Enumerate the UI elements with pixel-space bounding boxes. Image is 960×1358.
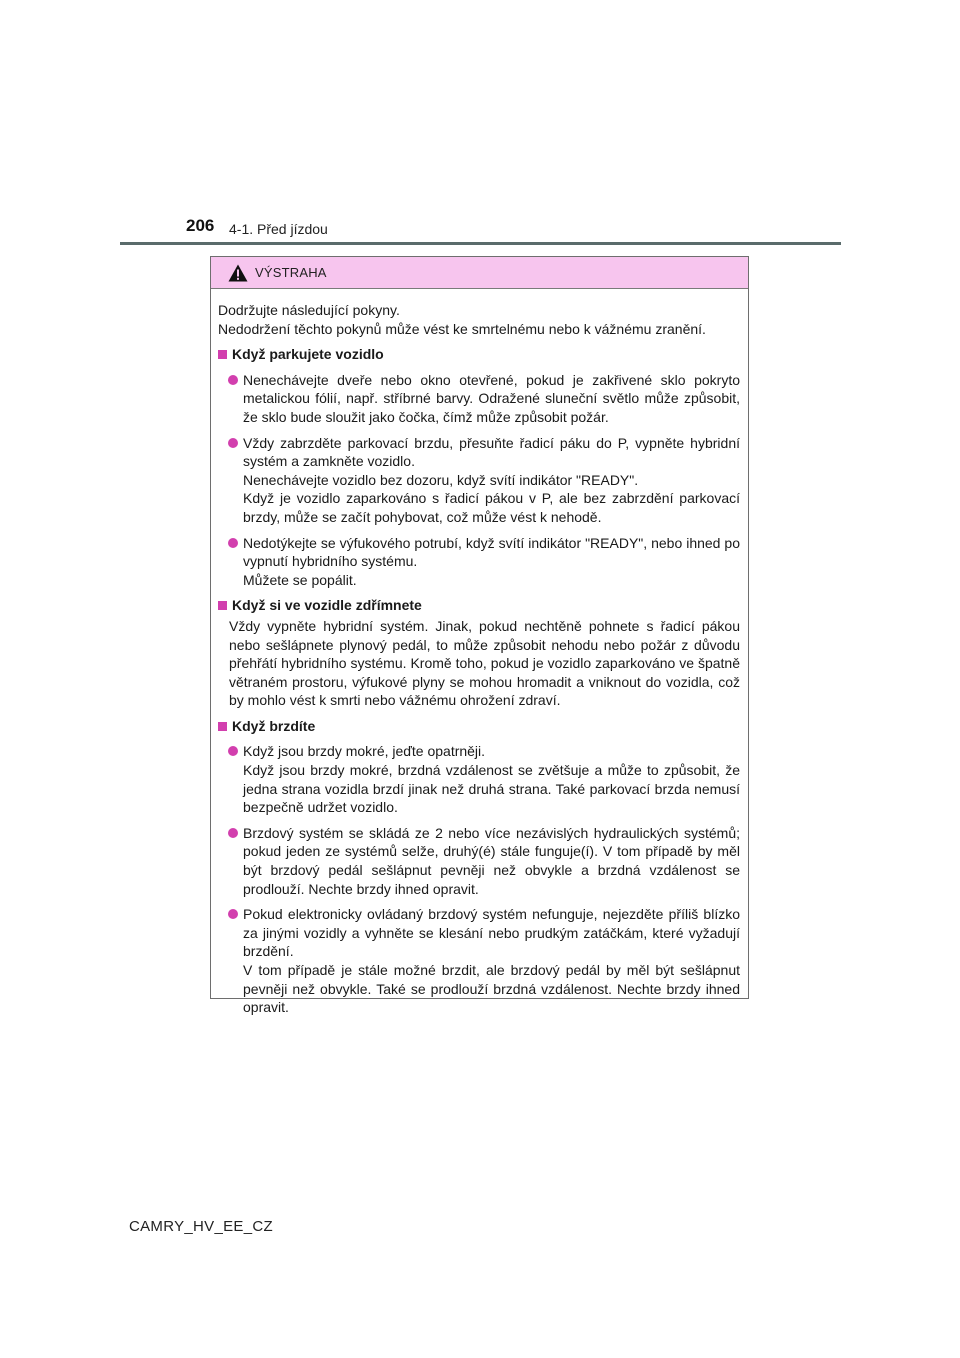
list-item-text: Když je vozidlo zaparkováno s řadicí pákou v P, ale bez zabrzdění parkovací brzdy, může se začít pohybovat, což může vést k nehodě. (243, 490, 740, 525)
list-item (218, 824, 740, 898)
section-parking (218, 345, 740, 589)
section-braking (218, 717, 740, 1017)
footer-model-code: CAMRY_HV_EE_CZ (129, 1218, 273, 1235)
list-item-text: Pokud elektronicky ovládaný brzdový systém nefunguje, nejezděte příliš blízko za jinými vozidly a vyhněte se klesání nebo prudkým zatáčkám, které vyžadují brzdění. (243, 906, 740, 960)
section-heading-text: Když brzdíte (232, 717, 316, 734)
list-item (218, 434, 740, 527)
list-item (218, 534, 740, 590)
warning-intro (218, 301, 740, 338)
square-bullet-icon (218, 601, 227, 610)
section-heading (218, 596, 740, 615)
warning-title: VÝSTRAHA (255, 265, 327, 280)
section-heading-text: Když parkujete vozidlo (232, 346, 384, 363)
section-title: 4-1. Před jízdou (229, 221, 328, 237)
warning-triangle-icon (228, 264, 248, 282)
dot-bullet-icon (228, 828, 238, 838)
list-item-text: Nedotýkejte se výfukového potrubí, když svítí indikátor "READY", nebo ihned po vypnutí hybridního systému. (243, 534, 740, 570)
dot-bullet-icon (228, 538, 238, 548)
dot-bullet-icon (228, 375, 238, 385)
paragraph: Vždy vypněte hybridní systém. Jinak, pokud nechtěně pohnete s řadicí pákou nebo sešlápnete plynový pedál, to může způsobit nehodu nebo požár z důvodu přehřátí hybridního systému. Kromě toho, pokud je vozidlo zaparkováno ve špatně větraném prostoru, výfukové plyny se mohou hromadit a vniknout do vozidla, což by mohlo vést k smrti nebo vážnému ohrožení zdraví. (229, 617, 740, 709)
section-heading-text: Když si ve vozidle zdřímnete (232, 597, 422, 614)
dot-bullet-icon (228, 909, 238, 919)
square-bullet-icon (218, 350, 227, 359)
list-item (218, 905, 740, 1017)
header-rule (120, 242, 841, 245)
warning-body (211, 289, 748, 1017)
list-item-text: Brzdový systém se skládá ze 2 nebo více nezávislých hydraulických systémů; pokud jeden ze systémů selže, druhý(é) stále funguje(í). V tom případě by měl být brzdový pedál sešlápnut pevněji než obvykle a brzdná vzdálenost se prodlouží. Nechte brzdy ihned opravit. (243, 824, 740, 897)
list-item-text: Nenechávejte dveře nebo okno otevřené, pokud je zakřivené sklo pokryto metalickou fólií, např. stříbrné barvy. Odražené sluneční světlo může způsobit, že sklo bude sloužit jako čočka, čímž může způsobit požár. (243, 371, 740, 425)
intro-line: Nedodržení těchto pokynů může vést ke smrtelnému nebo k vážnému zranění. (218, 320, 706, 337)
page-number: 206 (186, 216, 215, 235)
list-item-text: V tom případě je stále možné brzdit, ale brzdový pedál by měl být sešlápnut pevněji než obvykle. Také se prodlouží brzdná vzdálenost. Nechte brzdy ihned opravit. (243, 962, 740, 1016)
list-item (218, 371, 740, 427)
section-heading (218, 345, 740, 364)
warning-header (211, 257, 748, 289)
warning-box (210, 256, 749, 1016)
list-item (218, 742, 740, 816)
square-bullet-icon (218, 722, 227, 731)
list-item-text: Nenechávejte vozidlo bez dozoru, když svítí indikátor "READY". (243, 471, 639, 488)
list-item-text: Když jsou brzdy mokré, brzdná vzdálenost se zvětšuje a může to způsobit, že jedna strana vozidla brzdí jinak než druhá strana. Také parkovací brzda nemusí bezpečně udržet vozidlo. (243, 762, 740, 816)
intro-line: Dodržujte následující pokyny. (218, 302, 400, 318)
section-heading (218, 717, 740, 736)
section-napping (218, 596, 740, 710)
dot-bullet-icon (228, 438, 238, 448)
dot-bullet-icon (228, 746, 238, 756)
list-item-text: Vždy zabrzděte parkovací brzdu, přesuňte řadicí páku do P, vypněte hybridní systém a zamkněte vozidlo. (243, 434, 740, 470)
list-item-text: Když jsou brzdy mokré, jeďte opatrněji. (243, 743, 486, 760)
list-item-text: Můžete se popálit. (243, 571, 357, 588)
section-text (218, 617, 740, 710)
